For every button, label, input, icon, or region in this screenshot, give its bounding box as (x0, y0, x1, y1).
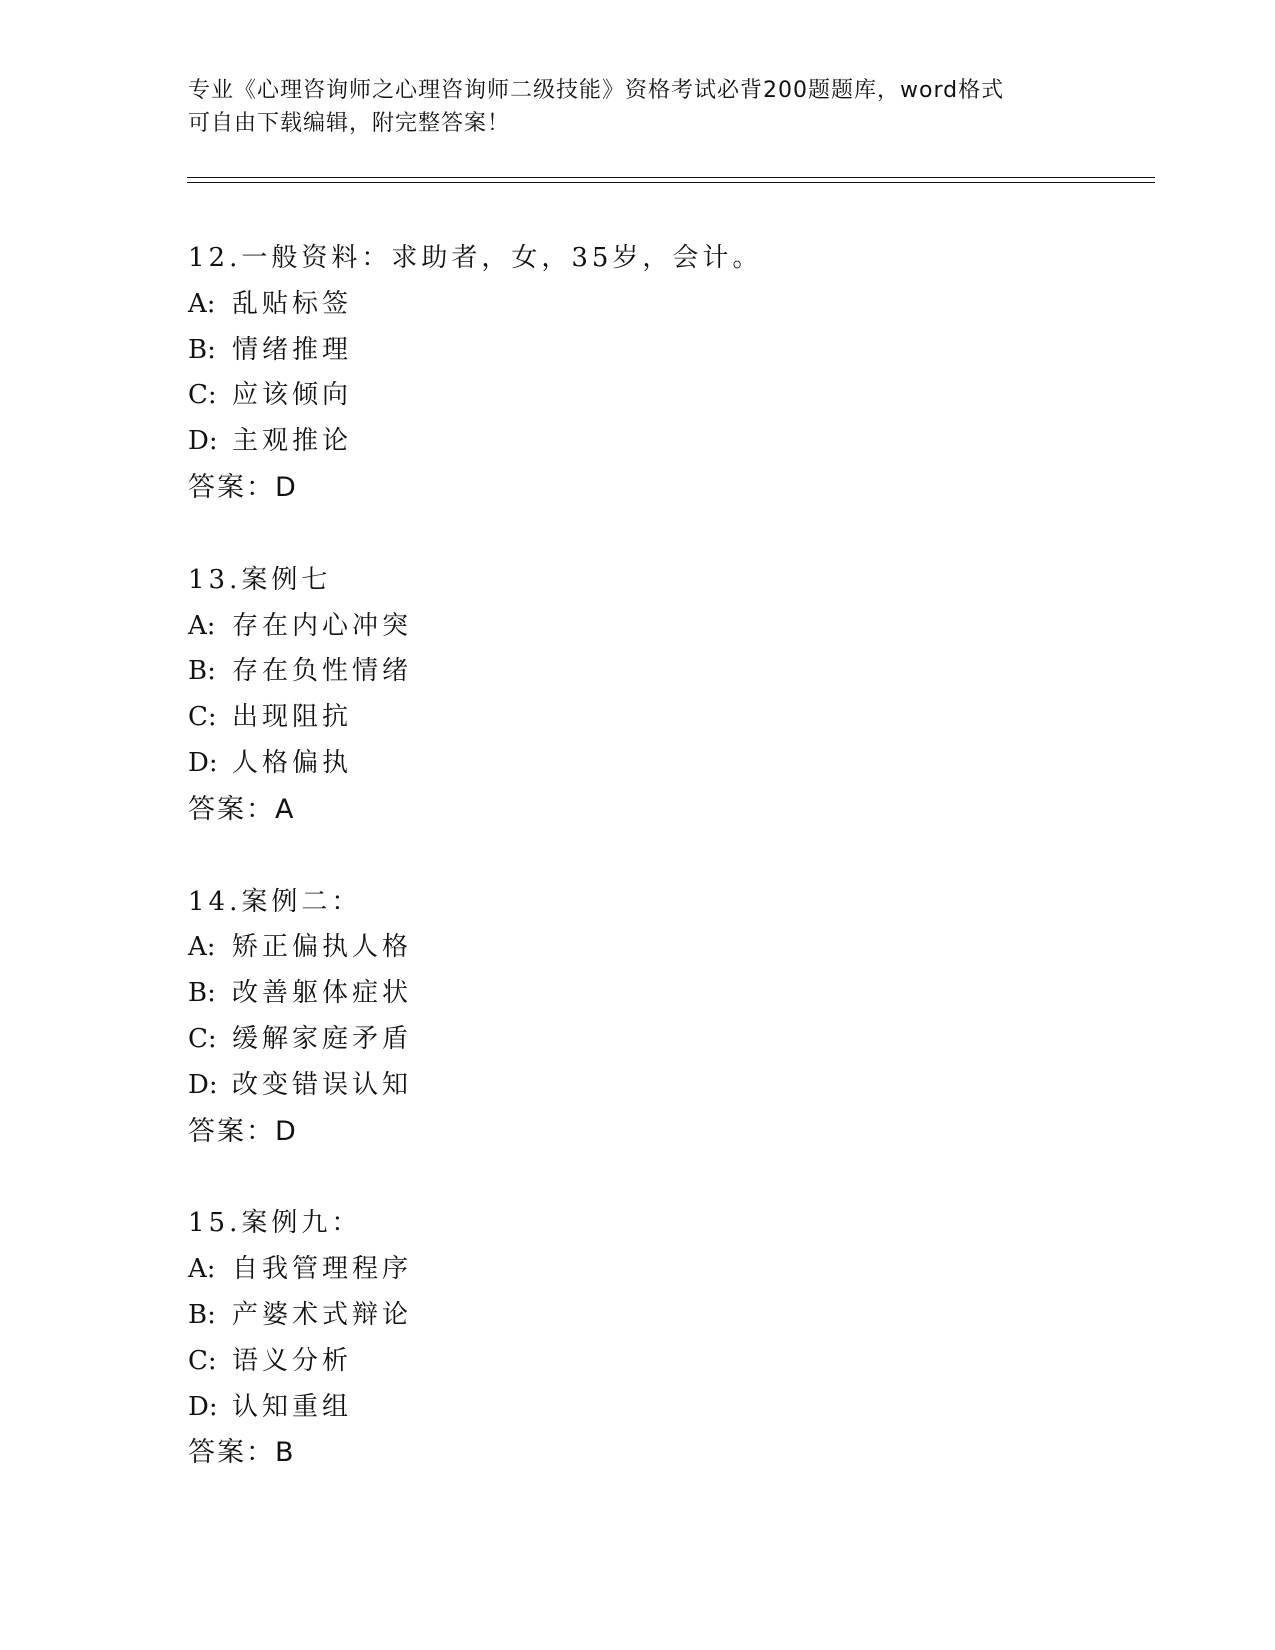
option-text: 矫正偏执人格 (232, 932, 413, 963)
option-text: 产婆术式辩论 (232, 1299, 413, 1330)
option-letter: D: (188, 1069, 218, 1100)
option-c (188, 1339, 1088, 1385)
option-text: 乱贴标签 (232, 288, 353, 319)
option-letter: A: (188, 288, 216, 319)
option-letter: B: (188, 1299, 216, 1330)
header-line-2: 可自由下载编辑，附完整答案！ (188, 111, 511, 136)
answer-line: 答案：D (188, 471, 298, 503)
option-letter: C: (188, 702, 217, 733)
option-b (188, 649, 1088, 695)
question-stem: 12.一般资料：求助者，女，35岁，会计。 (188, 243, 763, 273)
question-item (188, 880, 1088, 1155)
header-divider-bottom (187, 182, 1155, 183)
option-a (188, 925, 1088, 971)
option-text: 改变错误认知 (232, 1069, 413, 1100)
answer-line: 答案：B (188, 1437, 296, 1469)
question-list (188, 236, 1088, 1523)
option-letter: C: (188, 1345, 217, 1376)
option-letter: C: (188, 380, 217, 411)
header-divider-top (187, 177, 1155, 178)
option-text: 自我管理程序 (232, 1254, 413, 1285)
option-letter: D: (188, 426, 218, 457)
option-text: 情绪推理 (232, 334, 353, 365)
option-text: 应该倾向 (232, 380, 353, 411)
option-c (188, 373, 1088, 419)
option-text: 改善躯体症状 (232, 978, 413, 1009)
option-text: 存在内心冲突 (232, 610, 413, 641)
question-item (188, 1201, 1088, 1476)
option-letter: D: (188, 747, 218, 778)
option-text: 缓解家庭矛盾 (232, 1023, 413, 1054)
question-stem: 15.案例九： (188, 1208, 362, 1239)
option-d (188, 419, 1088, 465)
option-letter: B: (188, 656, 216, 687)
option-letter: C: (188, 1023, 217, 1054)
option-letter: A: (188, 610, 216, 641)
option-d (188, 1063, 1088, 1109)
option-a (188, 604, 1088, 650)
option-text: 认知重组 (232, 1391, 353, 1422)
option-c (188, 695, 1088, 741)
option-letter: B: (188, 978, 216, 1009)
question-stem: 13.案例七 (188, 564, 332, 595)
header-line-1: 专业《心理咨询师之心理咨询师二级技能》资格考试必背200题题库，word格式 (188, 78, 1005, 103)
answer-line: 答案：D (188, 1115, 298, 1147)
option-a (188, 282, 1088, 328)
option-b (188, 1293, 1088, 1339)
option-text: 语义分析 (232, 1345, 353, 1376)
option-c (188, 1017, 1088, 1063)
question-item (188, 558, 1088, 833)
question-item (188, 236, 1088, 511)
option-b (188, 328, 1088, 374)
option-d (188, 741, 1088, 787)
option-letter: D: (188, 1391, 218, 1422)
question-stem: 14.案例二： (188, 886, 362, 917)
option-text: 存在负性情绪 (232, 656, 413, 687)
option-letter: B: (188, 334, 216, 365)
option-letter: A: (188, 932, 216, 963)
option-text: 出现阻抗 (232, 702, 353, 733)
option-text: 主观推论 (232, 426, 353, 457)
option-letter: A: (188, 1254, 216, 1285)
option-b (188, 971, 1088, 1017)
option-text: 人格偏执 (232, 747, 353, 778)
option-d (188, 1385, 1088, 1431)
document-header (188, 74, 1088, 140)
option-a (188, 1247, 1088, 1293)
answer-line: 答案：A (188, 793, 296, 825)
